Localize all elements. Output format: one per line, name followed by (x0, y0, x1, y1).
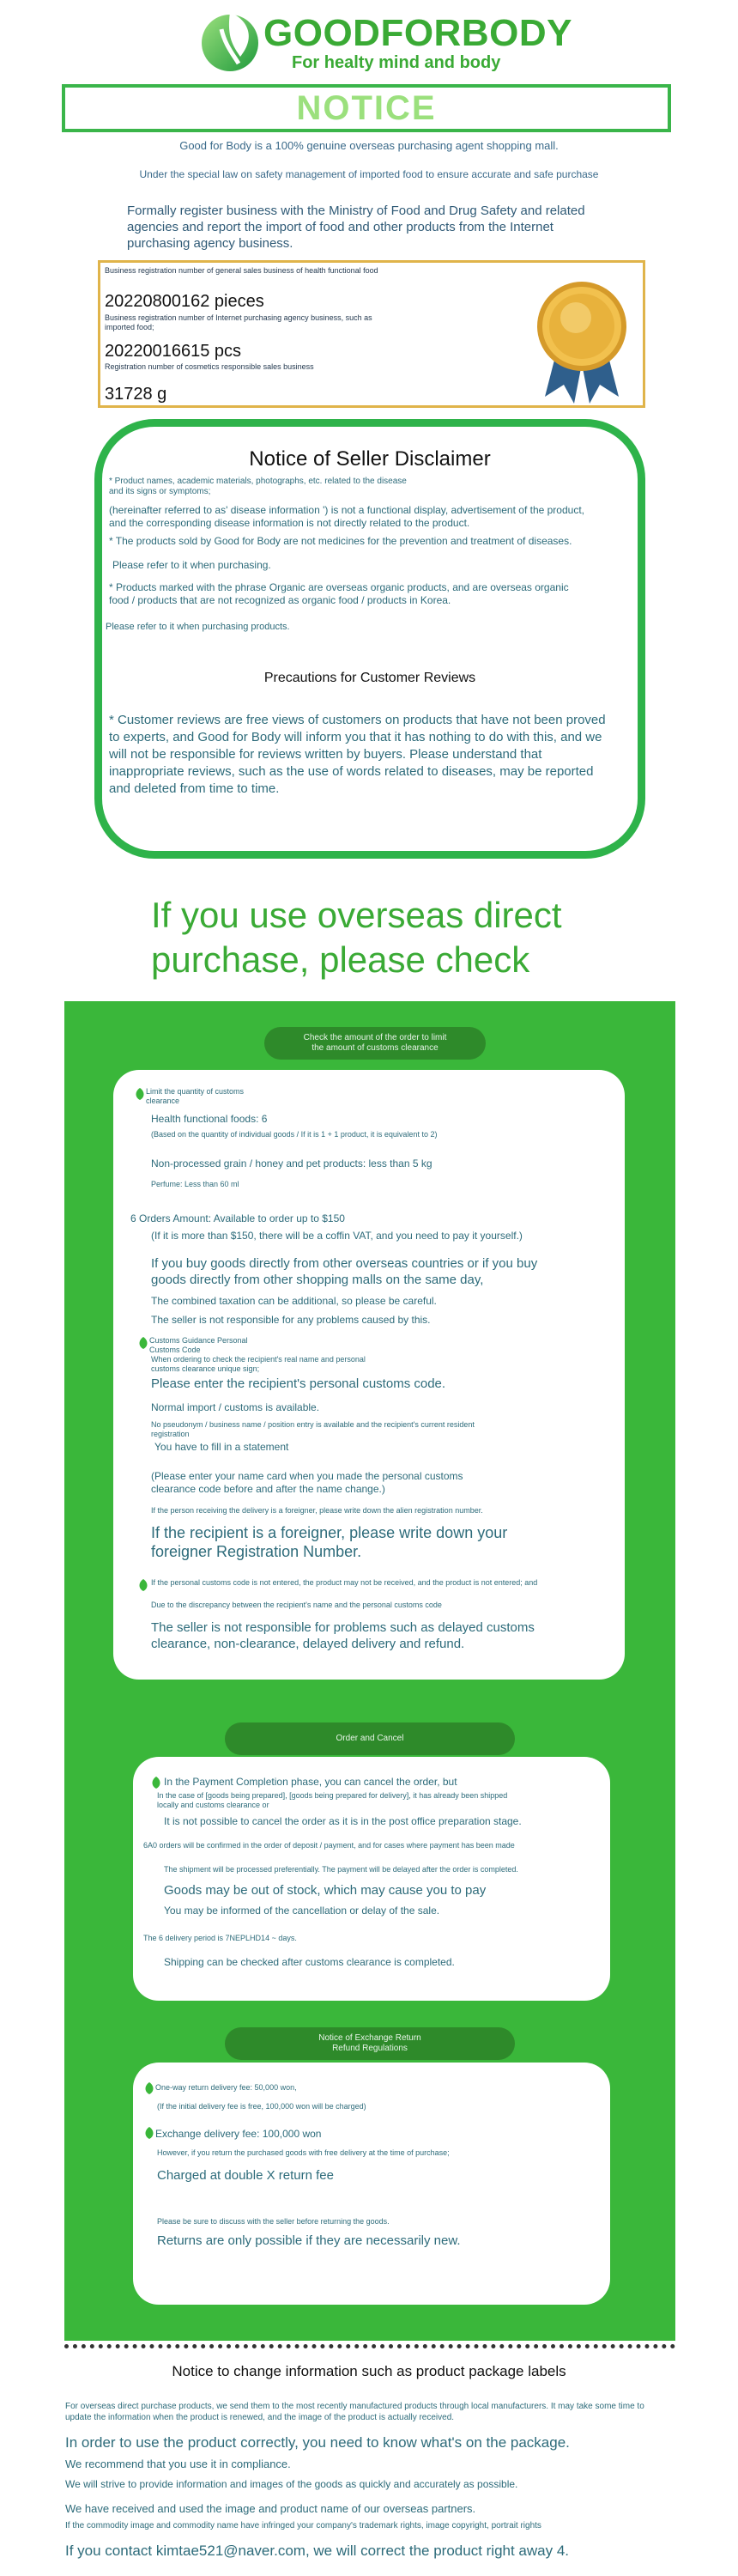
customs-pill-label: Check the amount of the order to limit the amount of customs clearance (303, 1033, 447, 1053)
refund-card (133, 2063, 610, 2305)
refund-pill-label: Notice of Exchange Return Refund Regulations (318, 2033, 421, 2053)
order-cancel-pill-label: Order and Cancel (336, 1734, 404, 1743)
disclaimer-p1: * Product names, academic materials, photographs, etc. related to the disease and its signs or symptoms; (109, 477, 407, 496)
payment-phase: In the Payment Completion phase, you can cancel the order, but (164, 1776, 457, 1788)
disclaimer-p4: Please refer to it when purchasing. (112, 559, 271, 571)
one-way-fee: One-way return delivery fee: 50,000 won, (155, 2083, 297, 2092)
footer-p5: We have received and used the image and product name of our overseas partners. (65, 2502, 476, 2515)
disclaimer-p3: * The products sold by Good for Body are not medicines for the prevention and treatment of diseases. (109, 535, 572, 547)
footer-p1: For overseas direct purchase products, we send them to the most recently manufactured products through local manufacturers. It may take some time to update the information when the product is renewed, and the image of the product is actually received. (65, 2402, 644, 2422)
vat-note: (If it is more than $150, there will be a coffin VAT, and you need to pay it yourself.) (151, 1230, 523, 1242)
brand-tagline: For healty mind and body (292, 53, 501, 72)
footer-p3: We recommend that you use it in compliance. (65, 2458, 291, 2470)
perfume-limit: Perfume: Less than 60 ml (151, 1180, 239, 1188)
initial-free: (If the initial delivery fee is free, 100,000 won will be charged) (157, 2102, 366, 2111)
intro-line-3: Formally register business with the Ministry of Food and Drug Safety and related agencies and report the import of food and other products from the Internet purchasing agency business. (127, 204, 585, 251)
leaf-bullet-icon (143, 2081, 155, 2095)
delivery-period: The 6 delivery period is 7NEPLHD14 ~ days. (143, 1934, 297, 1942)
registration-label-3: Registration number of cosmetics responsible sales business (105, 362, 314, 371)
intro-line-2: Under the special law on safety management of imported food to ensure accurate and safe purchase (139, 168, 599, 180)
footer-title: Notice to change information such as product package labels (172, 2363, 566, 2379)
disclaimer-p6: Please refer to it when purchasing products. (106, 622, 290, 632)
header (0, 0, 738, 82)
disclaimer-p2: (hereinafter referred to as' disease information ') is not a functional display, advertisement of the product, and the corresponding disease information is not directly related to the product. (109, 504, 584, 529)
pcc-note: When ordering to check the recipient's real name and personal customs clearance unique sign; (151, 1355, 366, 1373)
customs-card (113, 1070, 625, 1680)
refund-pill (225, 2027, 515, 2060)
buy-same-day: If you buy goods directly from other overseas countries or if you buy goods directly from other shopping malls on the same day, (151, 1256, 538, 1287)
disclaimer-p5: * Products marked with the phrase Organic are overseas organic products, and are overseas organic food / products that are not recognized as organic food / products in Korea. (109, 581, 569, 606)
footer-p7: If you contact kimtae521@naver.com, we will correct the product right away 4. (65, 2543, 570, 2559)
customs-pill (264, 1027, 486, 1060)
processed-pref: The shipment will be processed preferentially. The payment will be delayed after the order is completed. (164, 1865, 518, 1874)
footer-p6: If the commodity image and commodity name have infringed your company's trademark rights, image copyright, portrait rights (65, 2521, 541, 2530)
not-possible: It is not possible to cancel the order as it is in the post office preparation stage. (164, 1815, 522, 1827)
health-note: (Based on the quantity of individual goods / If it is 1 + 1 product, it is equivalent to 2) (151, 1130, 438, 1139)
registration-value-3: 31728 g (105, 385, 167, 404)
footer-p2: In order to use the product correctly, you need to know what's on the package. (65, 2434, 570, 2451)
fill-statement: You have to fill in a statement (154, 1441, 289, 1453)
disclaimer-title: Notice of Seller Disclaimer (249, 447, 491, 471)
reviews-subtitle: Precautions for Customer Reviews (263, 671, 476, 685)
leaf-bullet-icon (143, 2126, 155, 2140)
order-cancel-card (133, 1757, 610, 2001)
being-prepared: In the case of [goods being prepared], [goods being prepared for delivery], it has already been shipped locally and customs clearance or (157, 1791, 508, 1809)
registration-label-2: Business registration number of Internet purchasing agency business, such as imported food; (105, 313, 372, 331)
brand-name: GOODFORBODY (263, 12, 572, 54)
discuss-seller: Please be sure to discuss with the seller before returning the goods. (157, 2217, 390, 2226)
notice-banner (62, 84, 671, 132)
notice-title: NOTICE (296, 88, 437, 127)
order-cancel-pill (225, 1722, 515, 1755)
gold-medal-icon (526, 276, 638, 405)
pcc-title: Customs Guidance Personal Customs Code (149, 1336, 248, 1354)
footer-p4: We will strive to provide information and images of the goods as quickly and accurately as possible. (65, 2478, 518, 2490)
leaf-bullet-icon (137, 1336, 149, 1350)
overseas-heading: If you use overseas direct purchase, please check (151, 895, 562, 980)
out-of-stock: Goods may be out of stock, which may cause you to pay (164, 1883, 487, 1898)
not-responsible: The seller is not responsible for any problems caused by this. (151, 1314, 431, 1326)
combined-tax: The combined taxation can be additional, so please be careful. (151, 1295, 437, 1307)
informed: You may be informed of the cancellation or delay of the sale. (164, 1905, 440, 1917)
exchange-fee: Exchange delivery fee: 100,000 won (155, 2128, 322, 2140)
intro-line-1: Good for Body is a 100% genuine overseas purchasing agent shopping mall. (179, 139, 559, 152)
pcc-enter: Please enter the recipient's personal customs code. (151, 1376, 446, 1391)
health-foods: Health functional foods: 6 (151, 1113, 268, 1125)
dotted-divider (64, 2344, 675, 2348)
name-card-note: (Please enter your name card when you made the personal customs clearance code before and after the name change.) (151, 1470, 463, 1495)
delayed-note: The seller is not responsible for problems such as delayed customs clearance, non-clearance, delayed delivery and refund. (151, 1620, 535, 1651)
orders-amount: 6 Orders Amount: Available to order up to $150 (130, 1212, 345, 1224)
not-entered: If the personal customs code is not entered, the product may not be received, and the product is not entered; and (151, 1578, 538, 1587)
shipping-check: Shipping can be checked after customs clearance is completed. (164, 1956, 455, 1968)
guidance-panel (64, 1001, 675, 2341)
registration-value-2: 20220016615 pcs (105, 342, 242, 361)
leaf-bullet-icon (134, 1087, 146, 1101)
foreigner-big: If the recipient is a foreigner, please write down your foreigner Registration Number. (151, 1524, 508, 1560)
normal-import: Normal import / customs is available. (151, 1401, 320, 1413)
registration-box (98, 260, 645, 408)
only-possible: Returns are only possible if they are necessarily new. (157, 2233, 461, 2248)
disclaimer-p7: * Customer reviews are free views of customers on products that have not been proved to experts, and Good for Body will inform you that it has nothing to do with this, and we will not be responsible for reviews written by buyers. Please understand that inappropriate reviews, such as the use of words related to diseases, may be reported and deleted from time to time. (109, 713, 606, 796)
leaf-bullet-icon (137, 1578, 149, 1592)
grain-limit: Non-processed grain / honey and pet products: less than 5 kg (151, 1157, 433, 1170)
free-delivery-note: However, if you return the purchased goods with free delivery at the time of purchase; (157, 2148, 450, 2157)
no-pseudonym: No pseudonym / business name / position entry is available and the recipient's current resident registration (151, 1420, 475, 1438)
discrepancy: Due to the discrepancy between the recipient's name and the personal customs code (151, 1601, 442, 1609)
double-fee: Charged at double X return fee (157, 2168, 334, 2183)
registration-label-1: Business registration number of general sales business of health functional food (105, 266, 378, 275)
foreigner-note: If the person receiving the delivery is a foreigner, please write down the alien registration number. (151, 1506, 483, 1515)
leaf-bullet-icon (150, 1776, 162, 1789)
confirmed-order: 6A0 orders will be confirmed in the order of deposit / payment, and for cases where payment has been made (143, 1841, 515, 1850)
leaf-logo-icon (196, 3, 264, 74)
seller-disclaimer-card (94, 419, 645, 859)
limit-title: Limit the quantity of customs clearance (146, 1087, 245, 1105)
registration-value-1: 20220800162 pieces (105, 292, 264, 311)
